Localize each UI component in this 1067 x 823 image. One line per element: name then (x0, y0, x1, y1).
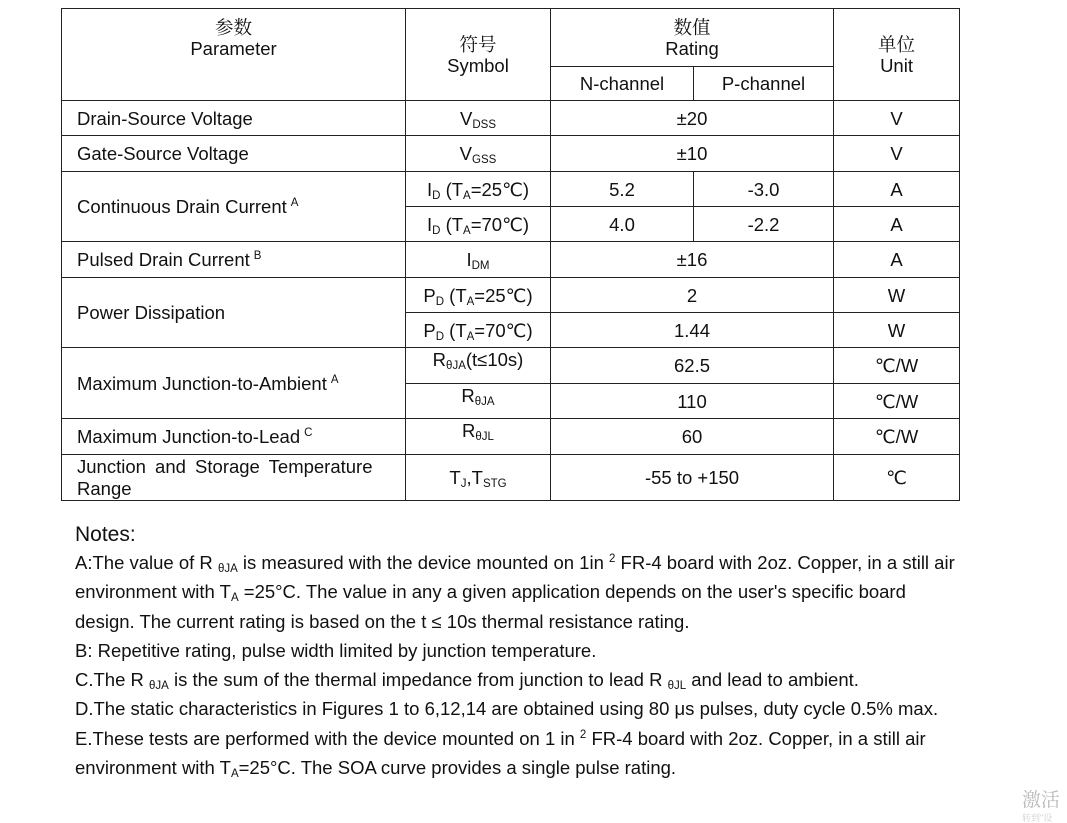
symbol-cell: $R_{\theta JA}$ (406, 384, 551, 419)
value-cell: 62.5 (551, 348, 834, 384)
note-a: A:The value of R $_{\theta JA}$ is measured with the device mounted on 1in $^2$ FR-4 board with 2oz. Copper, in a still air environment with $T_A =25^\circ C$. The value in any a given application depends on the user's specific board design. The current rating is based on the t ≤ 10s thermal resistance rating. (75, 552, 955, 632)
value-cell: -55 to +150 (551, 455, 834, 501)
symbol-cell: $P_D$ $(T_A=70℃)$ (406, 313, 551, 348)
note-d: D.The static characteristics in Figures 1 to 6,12,14 are obtained using 80 μs pulses, duty cycle 0.5% max. (75, 698, 939, 720)
param-cell: Maximum Junction-to-Ambient $^A$ (62, 348, 406, 419)
header-rating-cn: 数值 (673, 16, 711, 38)
unit-cell: V (834, 101, 960, 136)
watermark-subtext: 转到"设 (1022, 813, 1053, 823)
p-channel-value: -3.0 (694, 172, 834, 207)
unit-cell: W (834, 278, 960, 313)
n-channel-value: 4.0 (551, 207, 694, 242)
p-channel-value: -2.2 (694, 207, 834, 242)
symbol-cell: $R_{\theta JL}$ (406, 419, 551, 455)
table-row (62, 278, 960, 313)
symbol-cell: $V_{DSS}$ (406, 101, 551, 136)
notes-section (75, 522, 965, 782)
unit-cell: ℃/W (834, 348, 960, 384)
symbol-cell: $I_D$ $(T_A=70℃)$ (406, 207, 551, 242)
header-unit-cn: 单位 (878, 33, 916, 55)
activation-watermark (1022, 789, 1067, 823)
param-cell: Junction and Storage Temperature Range (62, 455, 406, 501)
value-cell: ±10 (551, 136, 834, 172)
param-cell: Drain-Source Voltage (62, 101, 406, 136)
table-row (62, 242, 960, 278)
header-parameter-cn: 参数 (214, 17, 252, 38)
value-cell: 2 (551, 278, 834, 313)
symbol-cell: $V_{GSS}$ (406, 136, 551, 172)
param-cell: Gate-Source Voltage (62, 136, 406, 172)
value-cell: 110 (551, 384, 834, 419)
note-e: E.These tests are performed with the device mounted on 1 in $^2$ FR-4 board with 2oz. Copper, in a still air environment with $T_A=25^\circ C$. The SOA curve provides a single pulse rating. (75, 727, 926, 781)
unit-cell: W (834, 313, 960, 348)
param-cell: Continuous Drain Current $^A$ (62, 172, 406, 242)
value-cell: 1.44 (551, 313, 834, 348)
header-unit (834, 9, 960, 101)
note-c: C.The R $_{\theta JA}$ is the sum of the thermal impedance from junction to lead R $_{\theta JL}$ and lead to ambient. (75, 669, 859, 693)
header-unit-en: Unit (880, 54, 913, 76)
header-symbol (406, 9, 551, 101)
symbol-cell: $R_{\theta JA}(t\le 10s)$ (406, 348, 551, 384)
watermark-text: 激活 (1022, 790, 1061, 811)
note-b: B: Repetitive rating, pulse width limited by junction temperature. (75, 639, 597, 661)
unit-cell: V (834, 136, 960, 172)
param-cell: Maximum Junction-to-Lead $^C$ (62, 419, 406, 455)
unit-cell: ℃/W (834, 384, 960, 419)
header-rating-en: Rating (665, 37, 719, 59)
unit-cell: A (834, 207, 960, 242)
unit-cell: A (834, 242, 960, 278)
value-cell: ±20 (551, 101, 834, 136)
param-cell: Pulsed Drain Current $^B$ (62, 242, 406, 278)
param-cell: Power Dissipation (62, 278, 406, 348)
table-row (62, 455, 960, 501)
table-row (62, 172, 960, 207)
symbol-cell: $T_J,T_{STG}$ (406, 455, 551, 501)
symbol-cell: $P_D$ $(T_A=25℃)$ (406, 278, 551, 313)
header-parameter (62, 9, 406, 101)
absolute-ratings-table (61, 8, 960, 501)
header-symbol-cn: 符号 (459, 33, 497, 55)
unit-cell: A (834, 172, 960, 207)
table-row (62, 419, 960, 455)
unit-cell: ℃/W (834, 419, 960, 455)
table-row (62, 101, 960, 136)
unit-cell: ℃ (834, 455, 960, 501)
value-cell: ±16 (551, 242, 834, 278)
n-channel-value: 5.2 (551, 172, 694, 207)
table-row (62, 348, 960, 384)
notes-title: Notes: (75, 523, 136, 546)
table-row (62, 136, 960, 172)
header-parameter-en: Parameter (190, 38, 277, 59)
header-symbol-en: Symbol (447, 54, 509, 76)
header-n-channel: N-channel (551, 67, 694, 101)
header-p-channel: P-channel (694, 67, 834, 101)
value-cell: 60 (551, 419, 834, 455)
symbol-cell: $I_D$ $(T_A=25℃)$ (406, 172, 551, 207)
symbol-cell: $I_{DM}$ (406, 242, 551, 278)
header-rating (551, 9, 834, 67)
